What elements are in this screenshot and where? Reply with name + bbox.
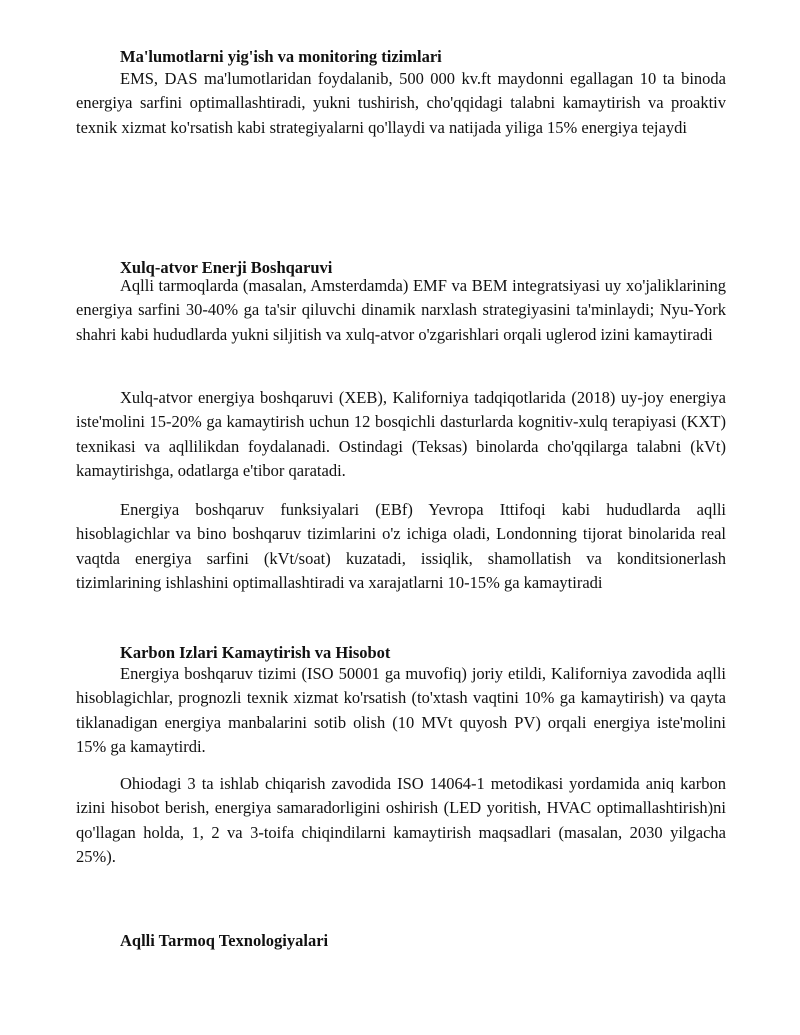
- paragraph-carbon-footprint-2: Ohiodagi 3 ta ishlab chiqarish zavodida ISO 14064-1 metodikasi yordamida aniq karbon izini hisobot berish, energiya samaradorligini oshirish (LED yoritish, HVAC optimallashtirish)ni qo'llagan holda, 1, 2 va 3-toifa chiqindilarni kamaytirish maqsadlari (masalan, 2030 yilgacha 25%).: [76, 774, 726, 866]
- section-heading-behavioral-energy: Xulq-atvor Enerji Boshqaruvi: [120, 258, 333, 277]
- paragraph-carbon-footprint-1: Energiya boshqaruv tizimi (ISO 50001 ga muvofiq) joriy etildi, Kaliforniya zavodida aqlli hisoblagichlar, prognozli texnik xizmat ko'rsatish (to'xtash vaqtini 10% ga kamaytirish) va qayta tiklanadigan energiya manbalarini sotib olish (10 MVt quyosh PV) orqali energiya iste'molini 15% ga kamaytirdi.: [76, 664, 726, 756]
- section-heading-data-collection: Ma'lumotlarni yig'ish va monitoring tizimlari: [120, 47, 442, 66]
- paragraph-behavioral-energy-1: Aqlli tarmoqlarda (masalan, Amsterdamda) EMF va BEM integratsiyasi uy xo'jaliklarining energiya sarfini 30-40% ga ta'sir qiluvchi dinamik narxlash strategiyasini ta'minlaydi; Nyu-York shahri kabi hududlarda yukni siljitish va xulq-atvor o'zgarishlari orqali uglerod izini kamaytiradi: [76, 276, 726, 344]
- paragraph-behavioral-energy-2: Xulq-atvor energiya boshqaruvi (XEB), Kaliforniya tadqiqotlarida (2018) uy-joy energiya iste'molini 15-20% ga kamaytirish uchun 12 bosqichli dasturlarda kognitiv-xulq terapiyasi (KXT) texnikasi va aqllilikdan foydalanadi. Ostindagi (Teksas) binolarda cho'qqilarga talabni (kVt) kamaytirishga, odatlarga e'tibor qaratadi.: [76, 388, 726, 480]
- section-heading-smart-grid: Aqlli Tarmoq Texnologiyalari: [120, 931, 329, 950]
- paragraph-behavioral-energy-3: Energiya boshqaruv funksiyalari (EBf) Yevropa Ittifoqi kabi hududlarda aqlli hisoblagichlar va bino boshqaruv tizimlarini o'z ichiga oladi, Londonning tijorat binolarida real vaqtda energiya sarfini (kVt/soat) kuzatadi, issiqlik, shamollatish va konditsionerlash tizimlarining ishlashini optimallashtiradi va xarajatlarni 10-15% ga kamaytiradi: [76, 500, 726, 592]
- section-heading-carbon-footprint: Karbon Izlari Kamaytirish va Hisobot: [120, 643, 391, 662]
- paragraph-data-collection: EMS, DAS ma'lumotlaridan foydalanib, 500 000 kv.ft maydonni egallagan 10 ta binoda energiya sarfini optimallashtiradi, yukni tushirish, cho'qqidagi talabni kamaytirish va proaktiv texnik xizmat ko'rsatish kabi strategiyalarni qo'llaydi va natijada yiliga 15% energiya tejaydi: [76, 69, 726, 137]
